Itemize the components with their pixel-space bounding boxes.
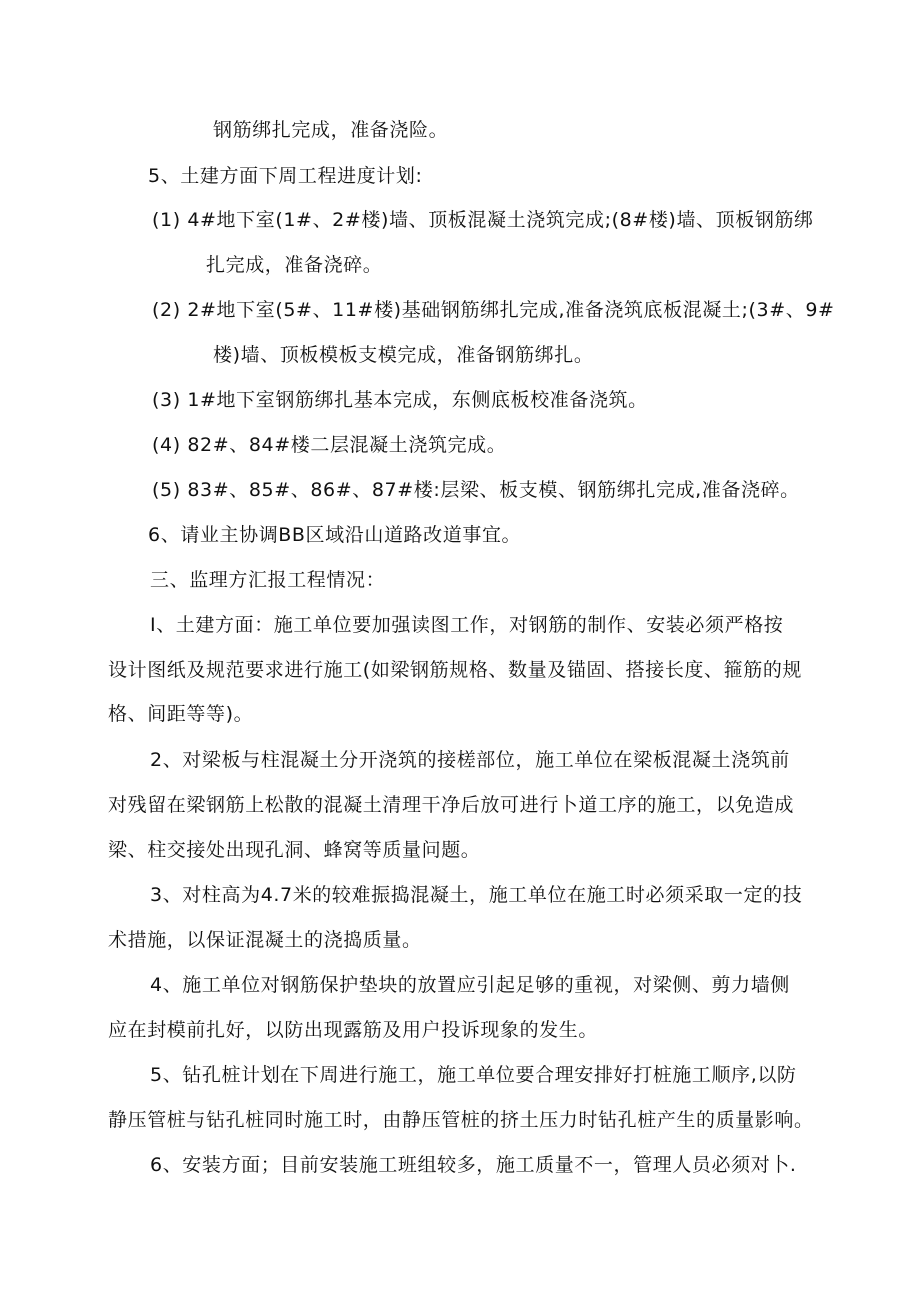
text-line: 设计图纸及规范要求进行施工(如梁钢筋规格、数量及锚固、搭接长度、箍筋的规 — [108, 659, 803, 681]
text-line: (4) 82#、84#楼二层混凝土浇筑完成。 — [152, 434, 507, 456]
text-line: 对残留在梁钢筋上松散的混凝土清理干净后放可进行卜道工序的施工，以免造成 — [108, 794, 795, 816]
text-line: 格、间距等等)。 — [108, 703, 254, 725]
text-line: 静压管桩与钻孔桩同时施工时，由静压管桩的挤土压力时钻孔桩产生的质量影响。 — [108, 1109, 814, 1131]
text-line: (2) 2#地下室(5#、11#楼)基础钢筋绑扎完成,准备浇筑底板混凝土;(3#、9# — [152, 299, 835, 321]
text-line: 三、监理方汇报工程情况： — [150, 569, 386, 591]
text-line: 6、安装方面；目前安装施工班组较多，施工质量不一，管理人员必须对卜. — [150, 1154, 797, 1176]
text-line: (5) 83#、85#、86#、87#楼:层梁、板支模、钢筋绑扎完成,准备浇碎。 — [152, 479, 800, 501]
text-line: 5、土建方面下周工程进度计划: — [148, 165, 423, 187]
text-line: 术措施，以保证混凝土的浇捣质量。 — [108, 929, 422, 951]
text-line: (1) 4#地下室(1#、2#楼)墙、顶板混凝土浇筑完成;(8#楼)墙、顶板钢筋绑 — [152, 209, 814, 231]
text-line: 4、施工单位对钢筋保护垫块的放置应引起足够的重视，对梁侧、剪力墙侧 — [150, 974, 790, 996]
text-line: 3、对柱高为4.7米的较难振捣混凝土，施工单位在施工时必须采取一定的技 — [150, 884, 803, 906]
text-line: 应在封模前扎好，以防出现露筋及用户投诉现象的发生。 — [108, 1019, 599, 1041]
text-line: 钢筋绑扎完成，准备浇险。 — [213, 119, 449, 141]
text-line: 楼)墙、顶板模板支模完成，准备钢筋绑扎。 — [213, 344, 594, 366]
text-line: I、土建方面：施工单位要加强读图工作，对钢筋的制作、安装必须严格按 — [150, 614, 784, 636]
text-line: 2、对梁板与柱混凝土分开浇筑的接槎部位，施工单位在梁板混凝土浇筑前 — [150, 749, 790, 771]
text-line: 梁、柱交接处出现孔洞、蜂窝等质量问题。 — [108, 839, 481, 861]
text-line: 6、请业主协调BB区域沿山道路改道事宜。 — [148, 524, 522, 546]
text-line: (3) 1#地下室钢筋绑扎基本完成，东侧底板校准备浇筑。 — [152, 389, 648, 411]
text-line: 5、钻孔桩计划在下周进行施工，施工单位要合理安排好打桩施工顺序,以防 — [150, 1064, 797, 1086]
text-line: 扎完成，准备浇碎。 — [206, 254, 383, 276]
